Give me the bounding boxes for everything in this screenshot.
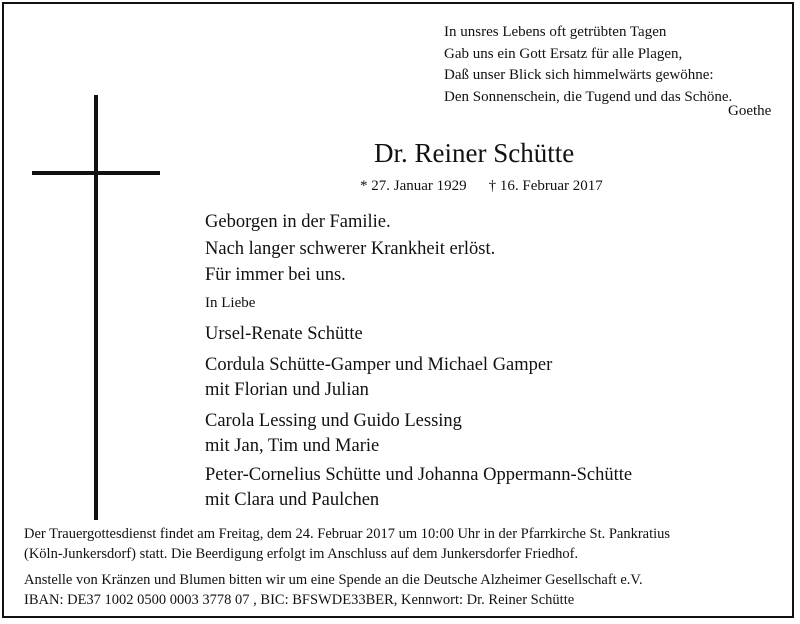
mourner-line: Carola Lessing und Guido Lessing [205,411,462,431]
mourner-line: Peter-Cornelius Schütte und Johanna Oppermann-Schütte [205,465,633,485]
deceased-name: Dr. Reiner Schütte [374,138,575,168]
poem-line: Gab uns ein Gott Ersatz für alle Plagen, [444,45,683,62]
cross-vertical-bar [94,95,98,520]
mourner-line: mit Jan, Tim und Marie [205,436,380,456]
mourner-group [205,409,462,459]
mourner-group [205,353,552,403]
mourners-heading: In Liebe [205,295,256,311]
motto-line: Geborgen in der Familie. [205,212,391,232]
poem-line: In unsres Lebens oft getrübten Tagen [444,24,667,40]
mourner-line: mit Clara und Paulchen [205,490,380,510]
obituary-notice [2,2,794,618]
motto-line: Nach langer schwerer Krankheit erlöst. [205,238,496,259]
mourner-group [205,322,363,347]
service-line: Der Trauergottesdienst findet am Freitag, dem 24. Februar 2017 um 10:00 Uhr in der Pfarrkirche St. Pankratius [24,526,671,542]
donation-line: IBAN: DE37 1002 0500 0003 3778 07 , BIC: BFSWDE33BER, Kennwort: Dr. Reiner Schütte [24,592,575,608]
poem-line: Daß unser Blick sich himmelwärts gewöhne: [444,67,714,83]
poem-line: Den Sonnenschein, die Tugend und das Schöne. [444,88,733,105]
service-line: (Köln-Junkersdorf) statt. Die Beerdigung erfolgt im Anschluss auf dem Junkersdorfer Friedhof. [24,546,579,562]
mourner-line: Cordula Schütte-Gamper und Michael Gamper [205,355,553,375]
poem-author: Goethe [728,103,772,119]
service-info [24,524,670,564]
life-dates [360,178,603,195]
donation-line: Anstelle von Kränzen und Blumen bitten wir um eine Spende an die Deutsche Alzheimer Gesellschaft e.V. [24,572,643,588]
cross-horizontal-bar [32,171,160,175]
motto-line: Für immer bei uns. [205,265,346,285]
mourner-line: mit Florian und Julian [205,380,369,400]
motto-text [205,209,495,289]
mourner-group [205,463,632,513]
mourner-line: Ursel-Renate Schütte [205,324,363,344]
poem-quote [444,22,784,119]
donation-info [24,570,643,610]
birth-date: * 27. Januar 1929 [360,178,467,194]
death-date: † 16. Februar 2017 [488,178,603,194]
